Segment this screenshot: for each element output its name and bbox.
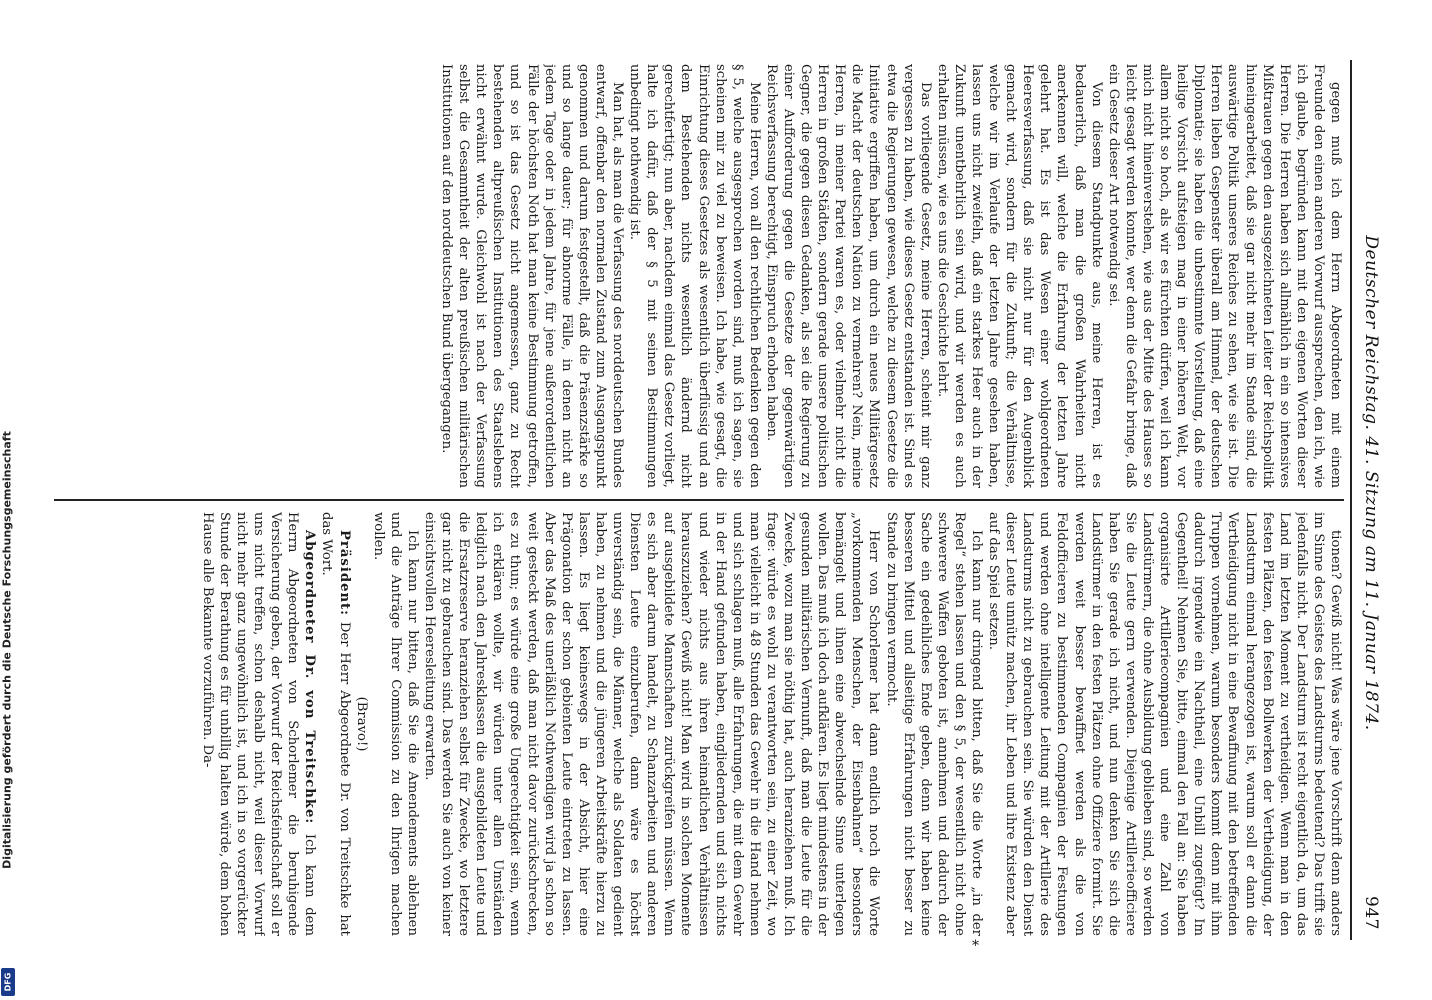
paragraph: (Bravo!) bbox=[353, 696, 369, 752]
paragraph: Das vorliegende Gesetz, meine Herren, scheint mir ganz vergessen zu haben, wie dieses Gesetz entstanden ist. Sind es etwa die Regierungen gewesen, welche zu diesem Gesetze die Initiative ergriffen haben, um durch ein neues Militärgesetz die Macht der deutschen Nation zu vermehren? Nein, meine Herren, in meiner Partei waren es, oder vielmehr nicht die Herren in großen Städten, sondern gerade unsere politischen Gegner, die gegen diesen Gedanken, als sei die Regierung zu einer Aufforderung gegen die Gesetze der gegenwärtigen Reichsverfassung berechtigt, Einspruch erhoben haben. bbox=[763, 64, 933, 488]
speech-text: Ich kann dem Herrn Abgeordneten von Schorlemer die beruhigende Versicherung geben, der Vorwurf der Reichsfeindschaft soll er uns nicht treffen, schon deshalb nicht, weil dieser Vorwurf nicht mehr ganz ungewöhnlich ist, und ich in so vorgerückter Stunde der Berathung es für unbillig halten würde, dem hohen Hause alle Bekannte vorzuführen. Da- bbox=[199, 512, 318, 936]
header-rule bbox=[1350, 60, 1352, 940]
paragraph: Ich kann nur bitten, daß Sie die Amendements ablehnen und die Anträge Ihrer Commission zu den Ihrigen machen wollen. bbox=[370, 512, 420, 936]
paragraph: Von diesem Standpunkte aus, meine Herren, ist es bedauerlich, daß man die großen Wahrheiten nicht anerkennen will, welche die Erfahrung der letzten Jahre gelehrt hat. Es ist das Wesen einer wohlgeordneten Heeresverfassung, daß sie nicht nur für den Augenblick gemacht wird, sondern für die Zukunft; die Verhältnisse, welche wir im Verlaufe der letzten Jahre gesehen haben, lassen uns nicht zweifeln, daß ein starkes Heer auch in der Zukunft unentbehrlich sein wird, und wir werden es auch erhalten müssen, wie es uns die Geschichte lehrt. bbox=[934, 64, 1104, 488]
paragraph: Ich kann nur dringend bitten, daß Sie die Worte „in der Regel“ stehen lassen und den § 5, der wesentlich nicht ohne schwerere Waffen geboten ist, annehmen und dadurch der Sache ein gedeihliches Ende geben, denn wir haben keine besseren Mittel und allseitige Erfahrungen nicht besser zu Stande zu bringen vermocht. bbox=[883, 512, 985, 936]
rotated-sheet bbox=[46, 50, 1386, 950]
column-divider bbox=[54, 499, 1344, 501]
paragraph: Meine Herren, von all den rechtlichen Bedenken gegen den § 5, welche ausgesprochen worden sind, muß ich sagen, sie scheinen mir zu viel zu beweisen. Ich habe, wie gesagt, die Einrichtung dieses Gesetzes als wesentlich überflüssig und an dem Bestehenden nichts wesentlich ändernd nicht gerechtfertigt; nun aber, nachdem einmal das Gesetz vorliegt, halte ich dafür, daß der § 5 mit seinen Bestimmungen unbedingt nothwendig ist. bbox=[627, 64, 762, 488]
page-title: Deutscher Reichstag. 41. Sitzung am 11. Januar 1874. bbox=[1361, 235, 1381, 731]
digitization-note-text: Digitalisierung gefördert durch die Deutsche Forschungsgemeinschaft bbox=[0, 431, 14, 869]
speaker-name: Präsident: bbox=[336, 530, 352, 617]
paragraph: Man hat, als man die Verfassung des norddeutschen Bundes entwarf, offenbar den normalen Zustand zum Ausgangspunkt genommen und darum festgestellt, daß die Präsenzstärke so und so lange dauer; für abnorme Fälle, in denen nicht an jedem Tage oder in jedem Jahre, für jene außerordentlichen Fälle der höchsten Noth hat man keine Bestimmung getroffen, und so ist das Gesetz nicht angemessen, ganz zu Recht bestehenden altpreußischen Institutionen des Staatslebens nicht erwähnt wurde. Gleichwohl ist nach der Verfassung selbst die Gesammtheit der alten preußischen militärischen Institutionen auf den norddeutschen Bund übergegangen. bbox=[439, 64, 626, 488]
paragraph bbox=[199, 512, 319, 936]
paragraph: Herr von Schorlemer hat dann endlich noch die Worte „vorkommenden Menschen, der Eisenbahnen“ besonders bemängelt und ihnen eine abwechselnde Sinne unterlegen wollen. Das muß ich doch aufklären. Es liegt mindestens in der gesunden militärischen Vernunft, daß man die Leute für die Zwecke, wozu man sie nöthig hat, auch heranziehen muß. Ich frage: würde es wohl zu verantworten sein, zu einer Zeit, wo man vielleicht in 48 Stunden das Gewehr in die Hand nehmen und sich schlagen muß, alle Erfahrungen, die mit dem Gewehr in der Hand gefunden haben, eingliedernden und sich nichts und wieder nichts aus ihren heimatlichen Verhältnissen herauszuziehen? Gewiß nicht! Man wird in solchen Momente auf ausgebildete Mannschaften zurückgreifen müssen. Wenn es sich aber darum handelt, zu Schanzarbeiten und anderen Diensten Leute einzuberufen, dann wäre es höchst unverständig sein, die Männer, welche als Soldaten gedient haben, zu nehmen und die jüngeren Arbeitskräfte hierzu zu lassen. Es liegt keineswegs in der Absicht, hier eine Prägonation der schon gebienten Leute eintreten zu lassen. Aber das Maß des unerläßlich Nothwendigen wird ja schon so weit gesteckt werden, daß man nicht davor zurückschrecken, es zu thun; es würde eine große Ungerechtigkeit sein, wenn ich erklären wollte, wir würden unter allen Umständen lediglich nach den Jahresklassen die ausgebildeten Leute und die Ersatzreserve heranziehen selbst für Zwecke, wo letztere gar nicht zu gebrauchen sind. Das werden Sie auch von keiner einsichtsvollen Heeresleitung erwarten. bbox=[422, 512, 882, 936]
text-column-left bbox=[54, 64, 1344, 488]
paragraph: tionen? Gewiß nicht! Was wäre jene Vorschrift denn anders im Sinne des Geistes des Landsturms bedeutend? Das trifft sie jedenfalls nicht. Der Landsturm ist recht eigentlich da, um das Land im letzten Moment zu vertheidigen. Wenn man in den festen Plätzen, den festen Bollwerken der Vertheidigung, der Landsturm einmal herangezogen ist, warum soll er dann die Vertheidigung nicht in eine Bewaffnung mit den betreffenden Truppen vornehmen, warum besonders kommt denn mit ihm dadurch irgendwie ein Nachtheil, eine Unbill zugefügt? Im Gegentheil! Nehmen Sie, bitte, einmal den Fall an: Sie haben organisirte Artilleriecompagnien und eine Zahl von Landstürmern, die ohne Ausbildung geblieben sind, so werden Sie die Leute gern verwenden. Diejenige Artillerieofficiere haben Sie gerade ich nicht, und nun denken Sie sich die Landstürmer in den festen Plätzen ohne Offiziere formirt. Sie werden weit besser bewaffnet werden als die von Feldofficieren zu bestimmenden Compagnien der Festungen und werden ohne intelligente Leitung mit der Artillerie des Landsturms nicht zu gebrauchen sein. Sie würden den Dienst dieser Leute unnütz machen, ihr Leben und ihre Existenz aber auf das Spiel setzen. bbox=[986, 512, 1343, 936]
speech-text: Der Herr Abgeordnete Dr. von Treitschke hat das Wort. bbox=[319, 512, 352, 936]
text-column-right bbox=[54, 512, 1344, 936]
digitization-note bbox=[0, 300, 17, 1000]
speaker-name: Abgeordneter Dr. von Treitschke: bbox=[302, 530, 318, 825]
dfg-logo-icon bbox=[1, 968, 15, 996]
paragraph: gegen muß ich dem Herrn Abgeordneten mit einem Freunde den einen anderen Vorwurf aussprechen, den ich, wie ich glaube, begründen kann mit den eigenen Worten dieser Herren. Die Herren haben sich allmählich in ein so intensives Mißtrauen gegen den ausgezeichneten Leiter der Reichspolitik hineingearbeitet, daß sie gar nicht mehr im Stande sind, die auswärtige Politik unseres Reiches zu sehen, wie sie ist. Die Herren lieben Gespenster überall am Himmel, der deutschen Diplomatie; sie haben die unbestimmte Vorstellung, daß eine heilige Vorsicht aufsteigen mag in einer höheren Welt, vor allem nicht so hoch, als wir es fürchten dürfen, weil ich kann mich nicht hineinverstehen, wie aus der Mitte des Hauses so leicht gesagt werden konnte, wer denn die Gefahr bringe, daß ein Gesetz dieser Art notwendig sei. bbox=[1105, 64, 1343, 488]
paragraph bbox=[318, 512, 352, 936]
running-head bbox=[1356, 70, 1386, 930]
margin-star-mark: * bbox=[972, 938, 979, 954]
page-number: 947 bbox=[1361, 896, 1381, 930]
dfg-logo-text: DFG bbox=[3, 972, 13, 992]
